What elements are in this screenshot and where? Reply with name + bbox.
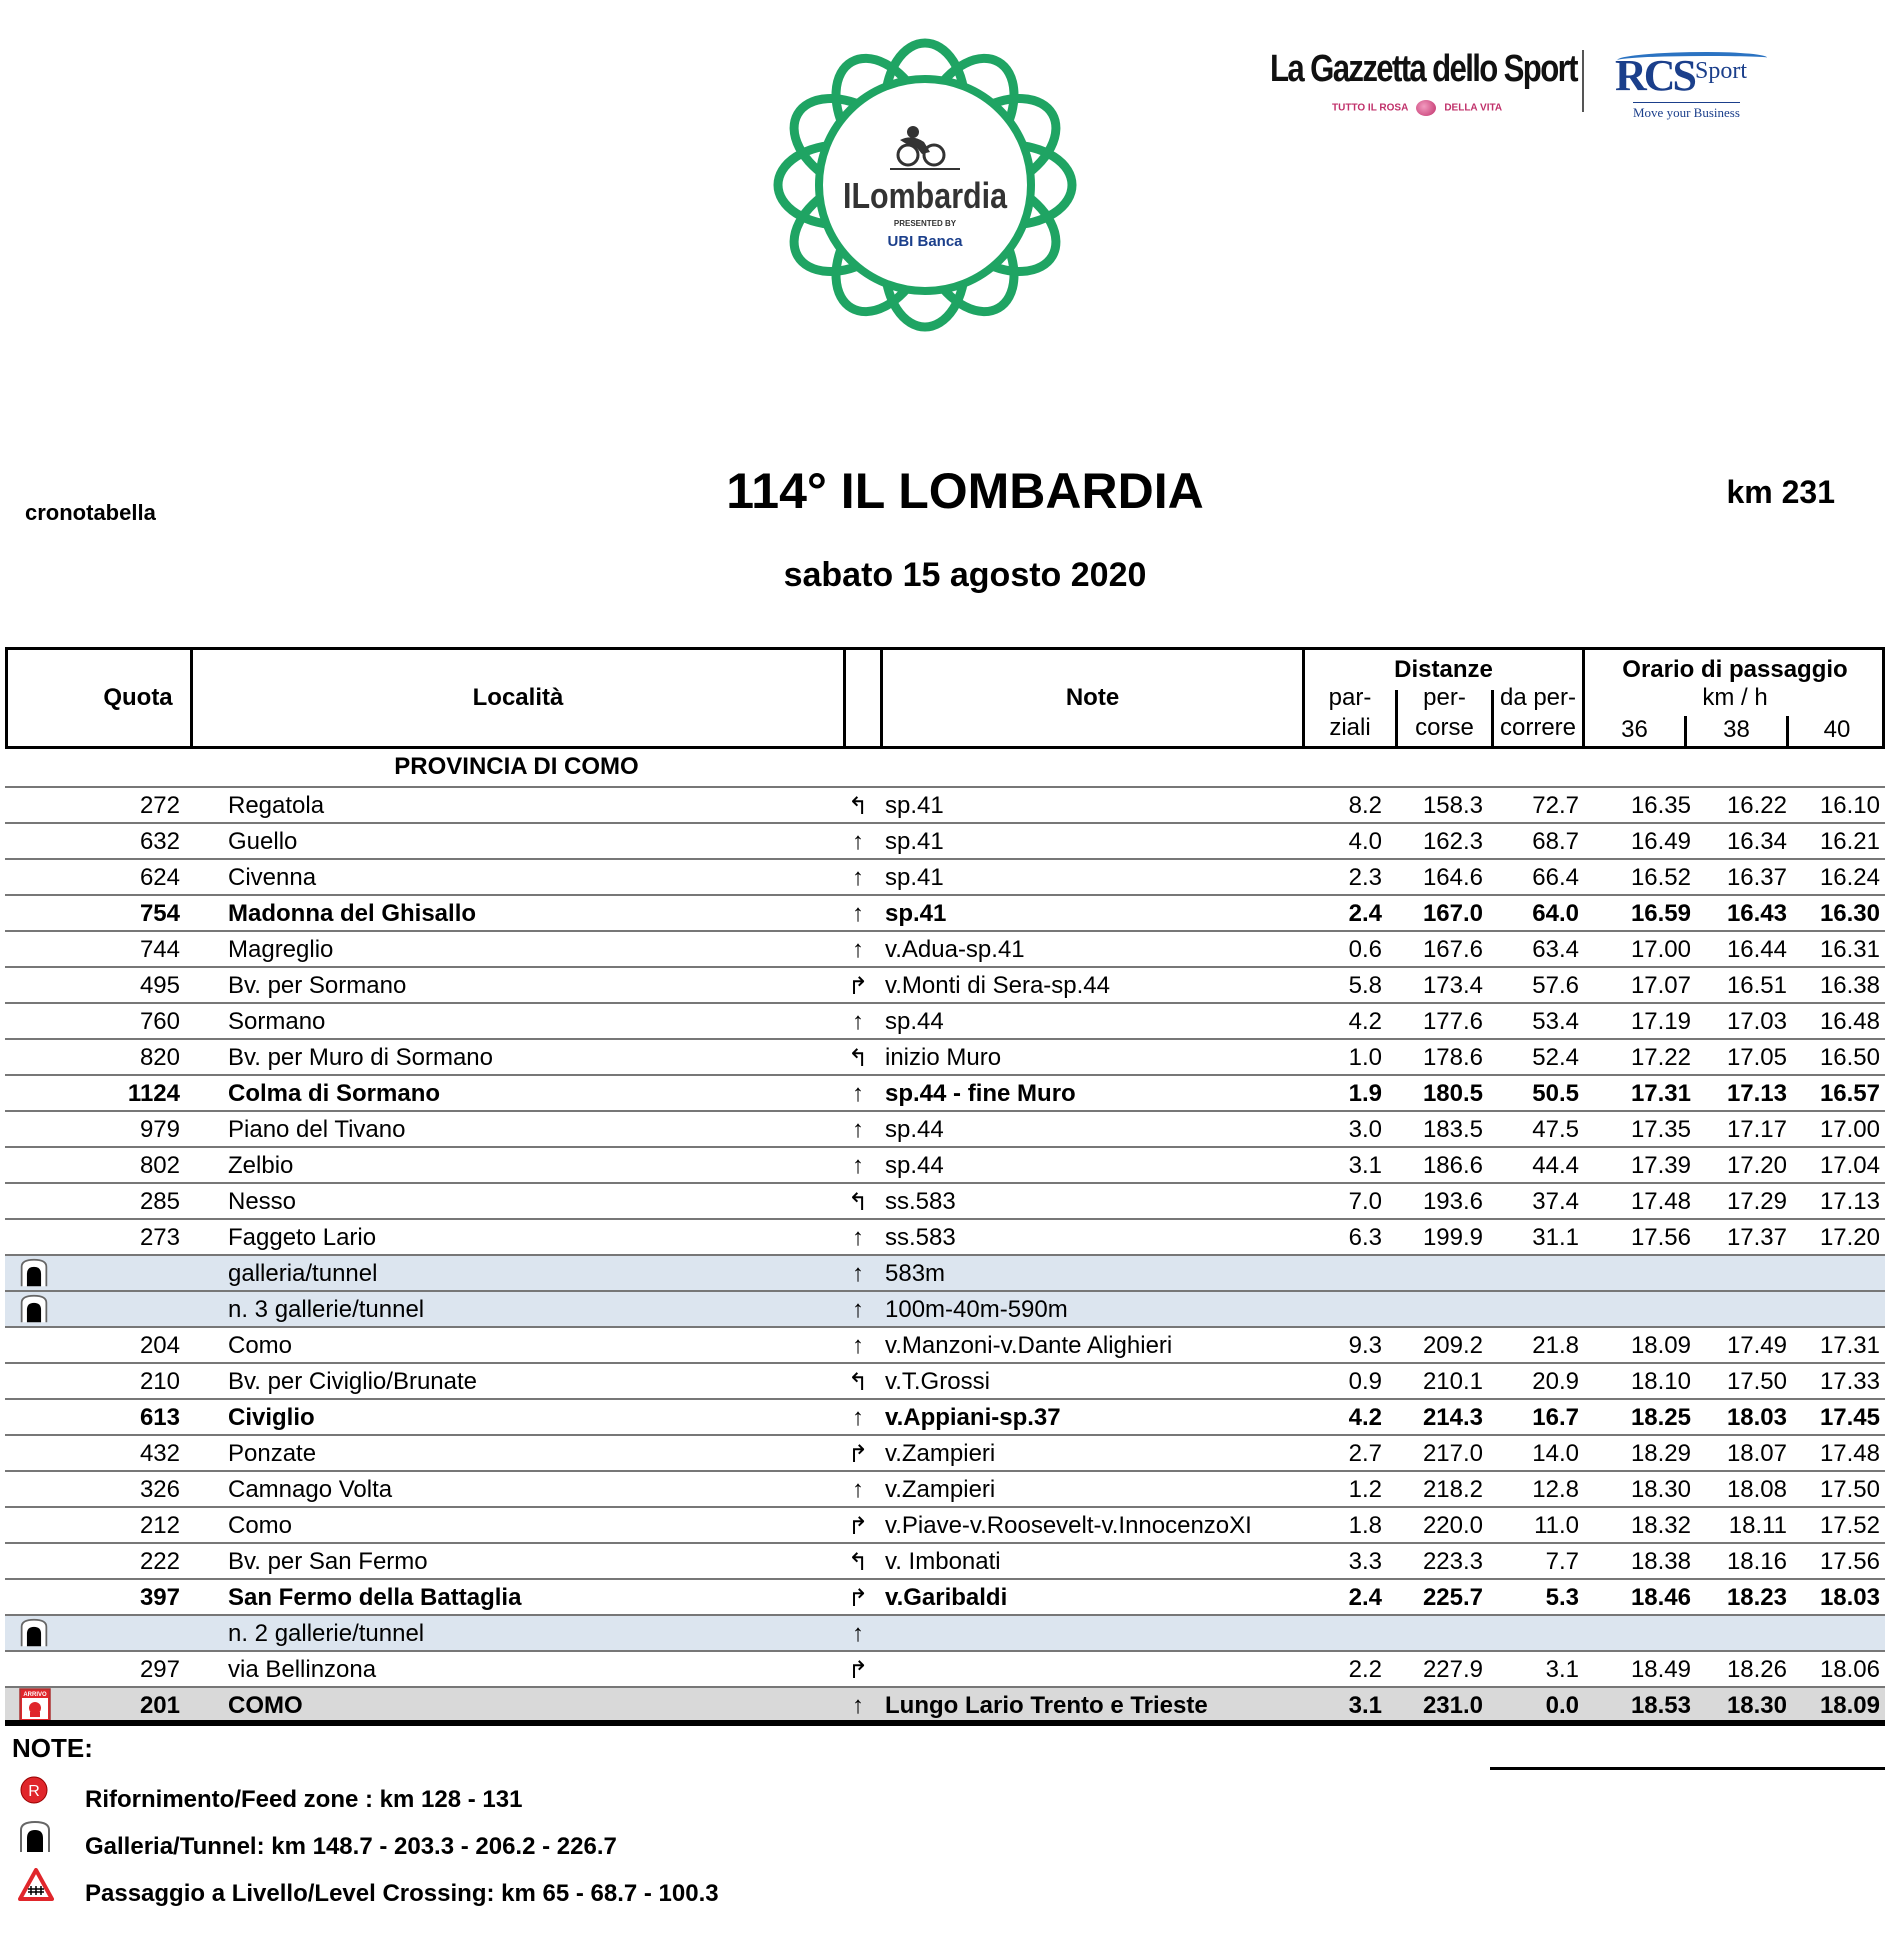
- cell-dap: 66.4: [1532, 864, 1579, 891]
- cell-quota: 754: [139, 900, 180, 927]
- cell-t38: 17.03: [1726, 1008, 1787, 1035]
- arrow-straight-icon: ↑: [852, 1224, 864, 1251]
- cell-dap: 7.7: [1545, 1548, 1579, 1575]
- cell-t36: 18.38: [1630, 1548, 1691, 1575]
- table-row: [5, 1542, 1885, 1578]
- cell-t38: 18.11: [1728, 1512, 1787, 1539]
- tunnel-icon: [19, 1294, 49, 1324]
- cell-t40: 16.50: [1819, 1044, 1880, 1071]
- cell-quota: 979: [139, 1116, 180, 1143]
- cell-quota: 613: [139, 1404, 180, 1431]
- cell-dap: 5.3: [1545, 1584, 1579, 1611]
- cell-perc: 167.6: [1422, 936, 1483, 963]
- cell-perc: 158.3: [1422, 792, 1483, 819]
- cell-par: 3.1: [1348, 1692, 1382, 1719]
- cell-t38: 17.29: [1726, 1188, 1787, 1215]
- cell-t36: 17.35: [1630, 1116, 1691, 1143]
- cell-par: 6.3: [1348, 1224, 1382, 1251]
- cell-par: 5.8: [1348, 972, 1382, 999]
- tunnel-row: [5, 1290, 1885, 1326]
- cell-par: 1.8: [1348, 1512, 1382, 1539]
- cell-loc: COMO: [228, 1692, 303, 1719]
- cell-perc: 193.6: [1422, 1188, 1483, 1215]
- rcs-sport-logo: RCS Sport Move your Business: [1615, 50, 1775, 120]
- cell-t40: 17.50: [1819, 1476, 1880, 1503]
- cell-t38: 17.37: [1726, 1224, 1787, 1251]
- cell-t40: 16.48: [1819, 1008, 1880, 1035]
- cell-note: 100m-40m-590m: [885, 1296, 1068, 1323]
- arrow-right-icon: ↱: [847, 973, 869, 1000]
- cell-loc: Piano del Tivano: [228, 1116, 406, 1143]
- cell-t38: 16.37: [1726, 864, 1787, 891]
- cell-t38: 17.13: [1726, 1080, 1787, 1107]
- cell-loc: Como: [228, 1332, 293, 1359]
- cell-par: 7.0: [1348, 1188, 1382, 1215]
- cell-note: v.Appiani-sp.37: [885, 1404, 1061, 1431]
- cell-par: 0.6: [1348, 936, 1382, 963]
- race-date: sabato 15 agosto 2020: [783, 556, 1147, 594]
- cell-dap: 14.0: [1532, 1440, 1579, 1467]
- table-row: [5, 894, 1885, 930]
- cell-dap: 21.8: [1532, 1332, 1579, 1359]
- cell-dap: 50.5: [1532, 1080, 1579, 1107]
- cell-par: 3.1: [1348, 1152, 1382, 1179]
- table-row: [5, 1218, 1885, 1254]
- header-orario: Orario di passaggio: [1622, 656, 1848, 683]
- cell-perc: 214.3: [1422, 1404, 1483, 1431]
- cell-quota: 210: [139, 1368, 180, 1395]
- cell-loc: San Fermo della Battaglia: [228, 1584, 522, 1611]
- cell-t36: 17.48: [1630, 1188, 1691, 1215]
- cell-t36: 17.19: [1630, 1008, 1691, 1035]
- cell-t40: 17.45: [1819, 1404, 1880, 1431]
- cell-perc: 180.5: [1422, 1080, 1483, 1107]
- cell-loc: Nesso: [228, 1188, 297, 1215]
- cell-par: 2.4: [1348, 900, 1382, 927]
- cell-t40: 16.10: [1819, 792, 1880, 819]
- cell-t36: 17.31: [1630, 1080, 1691, 1107]
- cell-perc: 164.6: [1422, 864, 1483, 891]
- cell-perc: 199.9: [1422, 1224, 1483, 1251]
- cell-t38: 16.22: [1726, 792, 1787, 819]
- cell-t36: 17.22: [1630, 1044, 1691, 1071]
- cell-dap: 44.4: [1532, 1152, 1579, 1179]
- cell-dap: 72.7: [1532, 792, 1579, 819]
- cell-loc: Bv. per Muro di Sormano: [228, 1044, 493, 1071]
- cell-loc: Bv. per Civiglio/Brunate: [228, 1368, 477, 1395]
- cell-par: 1.9: [1348, 1080, 1382, 1107]
- cell-perc: 177.6: [1422, 1008, 1483, 1035]
- cell-dap: 0.0: [1545, 1692, 1579, 1719]
- table-row: [5, 1074, 1885, 1110]
- arrow-straight-icon: ↑: [852, 1116, 864, 1143]
- table-row: [5, 1470, 1885, 1506]
- cell-t38: 17.05: [1726, 1044, 1787, 1071]
- cell-t40: 16.21: [1819, 828, 1880, 855]
- cell-t38: 17.49: [1726, 1332, 1787, 1359]
- cell-loc: Colma di Sormano: [228, 1080, 441, 1107]
- cell-par: 4.2: [1348, 1008, 1382, 1035]
- cell-loc: Bv. per San Fermo: [228, 1548, 428, 1575]
- cell-note: sp.44 - fine Muro: [885, 1080, 1076, 1107]
- cell-note: 583m: [885, 1260, 946, 1287]
- cell-par: 9.3: [1348, 1332, 1382, 1359]
- cell-loc: Civenna: [228, 864, 317, 891]
- cell-note: v.Zampieri: [885, 1440, 996, 1467]
- cell-loc: Civiglio: [228, 1404, 315, 1431]
- cell-quota: 760: [139, 1008, 180, 1035]
- cell-quota: 285: [139, 1188, 180, 1215]
- arrow-left-icon: ↰: [847, 1369, 869, 1396]
- arrow-straight-icon: ↑: [852, 1080, 864, 1107]
- arrow-right-icon: ↱: [847, 1513, 869, 1540]
- cell-t40: 16.30: [1819, 900, 1880, 927]
- cell-quota: 273: [139, 1224, 180, 1251]
- table-row: [5, 822, 1885, 858]
- cell-note: inizio Muro: [885, 1044, 1002, 1071]
- cell-dap: 31.1: [1532, 1224, 1579, 1251]
- total-distance: km 231: [1726, 474, 1835, 510]
- cell-quota: 204: [139, 1332, 180, 1359]
- cell-perc: 217.0: [1422, 1440, 1483, 1467]
- note-feed-zone: Rifornimento/Feed zone : km 128 - 131: [85, 1786, 523, 1813]
- cell-perc: 162.3: [1422, 828, 1483, 855]
- cell-note: Lungo Lario Trento e Trieste: [885, 1692, 1208, 1719]
- cell-t38: 16.44: [1726, 936, 1787, 963]
- note-level-crossing: Passaggio a Livello/Level Crossing: km 65 - 68.7 - 100.3: [85, 1880, 719, 1907]
- cell-loc: Magreglio: [228, 936, 334, 963]
- cell-perc: 218.2: [1422, 1476, 1483, 1503]
- arrow-straight-icon: ↑: [852, 936, 864, 963]
- speed-38: 38: [1723, 716, 1750, 743]
- cell-par: 2.4: [1348, 1584, 1382, 1611]
- cell-loc: Bv. per Sormano: [228, 972, 407, 999]
- logo-name: ILombardia: [843, 175, 1008, 216]
- cell-dap: 63.4: [1532, 936, 1579, 963]
- cell-t36: 18.09: [1630, 1332, 1691, 1359]
- finish-arrivo-icon: [19, 1688, 49, 1718]
- cell-t38: 17.20: [1726, 1152, 1787, 1179]
- header-localita: Località: [472, 684, 564, 711]
- cell-perc: 186.6: [1422, 1152, 1483, 1179]
- arrow-straight-icon: ↑: [852, 1692, 864, 1719]
- arrow-straight-icon: ↑: [852, 1404, 864, 1431]
- signature-line: [1490, 1767, 1885, 1770]
- doc-type-label: cronotabella: [25, 500, 156, 525]
- cell-note: sp.44: [885, 1008, 944, 1035]
- arrow-straight-icon: ↑: [852, 828, 864, 855]
- cell-note: sp.44: [885, 1116, 944, 1143]
- cell-t40: 17.13: [1819, 1188, 1880, 1215]
- cell-loc: Como: [228, 1512, 293, 1539]
- cell-perc: 173.4: [1422, 972, 1483, 999]
- cell-dap: 68.7: [1532, 828, 1579, 855]
- tunnel-icon: [19, 1258, 49, 1288]
- cell-par: 3.0: [1348, 1116, 1382, 1143]
- tunnel-icon: [18, 1820, 52, 1854]
- cell-perc: 210.1: [1422, 1368, 1483, 1395]
- cell-t36: 18.46: [1630, 1584, 1691, 1611]
- cell-note: v.Manzoni-v.Dante Alighieri: [885, 1332, 1173, 1359]
- arrow-left-icon: ↰: [847, 1045, 869, 1072]
- cell-t40: 17.56: [1819, 1548, 1880, 1575]
- svg-text:R: R: [28, 1783, 40, 1800]
- cell-perc: 183.5: [1422, 1116, 1483, 1143]
- cell-t38: 18.08: [1726, 1476, 1787, 1503]
- arrow-straight-icon: ↑: [852, 1152, 864, 1179]
- header-distanze: Distanze: [1394, 656, 1493, 683]
- svg-text:ARRIVO: ARRIVO: [23, 1692, 47, 1698]
- cell-loc: Sormano: [228, 1008, 326, 1035]
- cell-quota: 212: [139, 1512, 180, 1539]
- cell-par: 1.0: [1348, 1044, 1382, 1071]
- arrow-straight-icon: ↑: [852, 900, 864, 927]
- cell-t38: 16.43: [1726, 900, 1787, 927]
- cell-perc: 178.6: [1422, 1044, 1483, 1071]
- cell-t36: 18.53: [1630, 1692, 1691, 1719]
- table-bottom-rule: [5, 1720, 1885, 1726]
- cell-t36: 16.52: [1630, 864, 1691, 891]
- cell-t36: 17.39: [1630, 1152, 1691, 1179]
- cell-t36: 17.07: [1630, 972, 1691, 999]
- arrow-straight-icon: ↑: [852, 1260, 864, 1287]
- arrow-right-icon: ↱: [847, 1585, 869, 1612]
- cell-note: ss.583: [885, 1188, 956, 1215]
- table-row: [5, 1434, 1885, 1470]
- cell-perc: 223.3: [1422, 1548, 1483, 1575]
- speed-40: 40: [1823, 716, 1851, 743]
- cell-t36: 16.35: [1630, 792, 1691, 819]
- cell-t40: 17.00: [1819, 1116, 1880, 1143]
- cell-dap: 37.4: [1532, 1188, 1579, 1215]
- cell-t36: 16.59: [1630, 900, 1691, 927]
- cell-quota: 201: [139, 1692, 180, 1719]
- cell-t36: 18.29: [1630, 1440, 1691, 1467]
- cell-loc: Guello: [228, 828, 298, 855]
- cell-note: v.Adua-sp.41: [885, 936, 1025, 963]
- cell-quota: 432: [139, 1440, 180, 1467]
- cell-note: sp.41: [885, 864, 944, 891]
- cell-quota: 802: [139, 1152, 180, 1179]
- arrow-left-icon: ↰: [847, 1549, 869, 1576]
- arrow-left-icon: ↰: [847, 793, 869, 820]
- section-heading: PROVINCIA DI COMO: [394, 753, 639, 780]
- cell-quota: 495: [139, 972, 180, 999]
- cell-dap: 53.4: [1532, 1008, 1579, 1035]
- cell-par: 3.3: [1348, 1548, 1382, 1575]
- cell-quota: 326: [139, 1476, 180, 1503]
- cell-note: v.Garibaldi: [885, 1584, 1008, 1611]
- notes-title: NOTE:: [12, 1733, 93, 1763]
- cell-t40: 17.04: [1819, 1152, 1880, 1179]
- cell-loc: n. 2 gallerie/tunnel: [228, 1620, 425, 1647]
- cell-loc: Ponzate: [228, 1440, 317, 1467]
- table-header: Quota Località Note Distanze par- ziali per- corse da per- correre Orario di passaggio km / h 36 38 40: [5, 647, 1885, 749]
- cell-t40: 16.38: [1819, 972, 1880, 999]
- logo-divider: [1582, 50, 1584, 112]
- cell-dap: 20.9: [1532, 1368, 1579, 1395]
- table-row: [5, 858, 1885, 894]
- cell-dap: 3.1: [1545, 1656, 1579, 1683]
- cell-t38: 18.26: [1726, 1656, 1787, 1683]
- cell-quota: 222: [139, 1548, 180, 1575]
- table-row: [5, 1182, 1885, 1218]
- cell-t38: 16.34: [1726, 828, 1787, 855]
- arrow-right-icon: ↱: [847, 1441, 869, 1468]
- cell-note: v.Piave-v.Roosevelt-v.InnocenzoXI: [885, 1512, 1252, 1539]
- cell-t36: 18.32: [1630, 1512, 1691, 1539]
- cell-t40: 16.57: [1819, 1080, 1880, 1107]
- cell-note: v. Imbonati: [885, 1548, 1001, 1575]
- cell-t38: 18.23: [1726, 1584, 1787, 1611]
- level-crossing-icon: [18, 1868, 52, 1902]
- arrow-right-icon: ↱: [847, 1657, 869, 1684]
- cell-t38: 16.51: [1726, 972, 1787, 999]
- table-row: [5, 1038, 1885, 1074]
- header-note: Note: [1065, 684, 1120, 711]
- table-row: [5, 930, 1885, 966]
- arrow-left-icon: ↰: [847, 1189, 869, 1216]
- cell-quota: 624: [139, 864, 180, 891]
- cell-t38: 18.16: [1726, 1548, 1787, 1575]
- page-title: 114° IL LOMBARDIA: [726, 463, 1204, 519]
- cell-note: v.Zampieri: [885, 1476, 996, 1503]
- cell-note: v.T.Grossi: [885, 1368, 990, 1395]
- cell-t40: 18.06: [1819, 1656, 1880, 1683]
- cell-par: 4.0: [1348, 828, 1382, 855]
- cell-quota: 820: [139, 1044, 180, 1071]
- table-row: [5, 1650, 1885, 1686]
- tunnel-row: [5, 1254, 1885, 1290]
- arrow-straight-icon: ↑: [852, 1296, 864, 1323]
- table-row: [5, 1398, 1885, 1434]
- cell-t36: 18.30: [1630, 1476, 1691, 1503]
- cell-par: 2.7: [1348, 1440, 1382, 1467]
- cell-dap: 52.4: [1532, 1044, 1579, 1071]
- cell-t40: 16.31: [1819, 936, 1880, 963]
- table-row: [5, 1362, 1885, 1398]
- table-row: [5, 1578, 1885, 1614]
- cell-loc: Zelbio: [228, 1152, 294, 1179]
- cell-t38: 17.17: [1726, 1116, 1787, 1143]
- cell-par: 8.2: [1348, 792, 1382, 819]
- cell-t38: 18.03: [1726, 1404, 1787, 1431]
- cell-t36: 18.25: [1630, 1404, 1691, 1431]
- tunnel-row: [5, 1614, 1885, 1650]
- table-row: [5, 1506, 1885, 1542]
- cell-t40: 17.33: [1819, 1368, 1880, 1395]
- cell-t36: 18.10: [1630, 1368, 1691, 1395]
- cell-note: ss.583: [885, 1224, 956, 1251]
- cell-note: sp.41: [885, 900, 947, 927]
- tunnel-icon: [19, 1618, 49, 1648]
- cell-loc: Faggeto Lario: [228, 1224, 377, 1251]
- cell-perc: 231.0: [1422, 1692, 1483, 1719]
- table-row: [5, 1002, 1885, 1038]
- finish-row: [5, 1686, 1885, 1722]
- cell-par: 4.2: [1348, 1404, 1382, 1431]
- arrow-straight-icon: ↑: [852, 1008, 864, 1035]
- svg-text:UBI Banca: UBI Banca: [887, 233, 963, 250]
- cell-loc: Madonna del Ghisallo: [228, 900, 477, 927]
- cell-t36: 18.49: [1630, 1656, 1691, 1683]
- table-row: [5, 1326, 1885, 1362]
- cell-t36: 16.49: [1630, 828, 1691, 855]
- cell-quota: 272: [139, 792, 180, 819]
- cell-par: 2.3: [1348, 864, 1382, 891]
- cell-loc: via Bellinzona: [228, 1656, 377, 1683]
- cell-t38: 18.07: [1726, 1440, 1787, 1467]
- cell-loc: Regatola: [228, 792, 325, 819]
- svg-text:PRESENTED BY: PRESENTED BY: [893, 219, 957, 228]
- cell-note: v.Monti di Sera-sp.44: [885, 972, 1110, 999]
- cell-dap: 16.7: [1532, 1404, 1579, 1431]
- cell-loc: n. 3 gallerie/tunnel: [228, 1296, 425, 1323]
- arrow-straight-icon: ↑: [852, 1476, 864, 1503]
- cell-perc: 220.0: [1422, 1512, 1483, 1539]
- cell-t40: 17.48: [1819, 1440, 1880, 1467]
- cell-quota: 397: [139, 1584, 180, 1611]
- cell-t40: 17.20: [1819, 1224, 1880, 1251]
- cell-perc: 227.9: [1422, 1656, 1483, 1683]
- cell-par: 1.2: [1348, 1476, 1382, 1503]
- table-row: [5, 966, 1885, 1002]
- cell-perc: 225.7: [1422, 1584, 1483, 1611]
- cell-t40: 17.31: [1819, 1332, 1880, 1359]
- cell-dap: 57.6: [1532, 972, 1579, 999]
- cell-t38: 17.50: [1726, 1368, 1787, 1395]
- arrow-straight-icon: ↑: [852, 1620, 864, 1647]
- cell-quota: 1124: [127, 1080, 180, 1107]
- cell-loc: galleria/tunnel: [228, 1260, 378, 1287]
- cell-t40: 16.24: [1819, 864, 1880, 891]
- cell-par: 0.9: [1348, 1368, 1382, 1395]
- note-tunnel: Galleria/Tunnel: km 148.7 - 203.3 - 206.2 - 226.7: [85, 1833, 617, 1860]
- cell-perc: 167.0: [1422, 900, 1483, 927]
- il-lombardia-logo: [760, 30, 1090, 340]
- cell-note: sp.44: [885, 1152, 944, 1179]
- table-row: [5, 786, 1885, 822]
- cell-par: 2.2: [1348, 1656, 1382, 1683]
- cell-loc: Camnago Volta: [228, 1476, 393, 1503]
- cell-t40: 18.09: [1819, 1692, 1880, 1719]
- cell-note: sp.41: [885, 792, 944, 819]
- arrow-straight-icon: ↑: [852, 864, 864, 891]
- cell-perc: 209.2: [1422, 1332, 1483, 1359]
- cell-dap: 47.5: [1532, 1116, 1579, 1143]
- cell-quota: 744: [139, 936, 180, 963]
- feed-zone-icon: [18, 1776, 52, 1810]
- cell-t36: 17.00: [1630, 936, 1691, 963]
- arrow-straight-icon: ↑: [852, 1332, 864, 1359]
- cell-dap: 11.0: [1534, 1512, 1579, 1539]
- gazzetta-logo: La Gazzetta dello Sport TUTTO IL ROSA DELLA VITA: [1270, 48, 1550, 128]
- cell-t40: 17.52: [1819, 1512, 1880, 1539]
- cell-quota: 297: [139, 1656, 180, 1683]
- cell-t36: 17.56: [1630, 1224, 1691, 1251]
- cell-t38: 18.30: [1726, 1692, 1787, 1719]
- cell-quota: 632: [139, 828, 180, 855]
- cell-t40: 18.03: [1819, 1584, 1880, 1611]
- cell-note: sp.41: [885, 828, 944, 855]
- cell-dap: 64.0: [1532, 900, 1579, 927]
- table-row: [5, 1110, 1885, 1146]
- table-row: [5, 1146, 1885, 1182]
- speed-36: 36: [1621, 716, 1648, 743]
- header-quota: Quota: [103, 684, 173, 711]
- cell-dap: 12.8: [1532, 1476, 1579, 1503]
